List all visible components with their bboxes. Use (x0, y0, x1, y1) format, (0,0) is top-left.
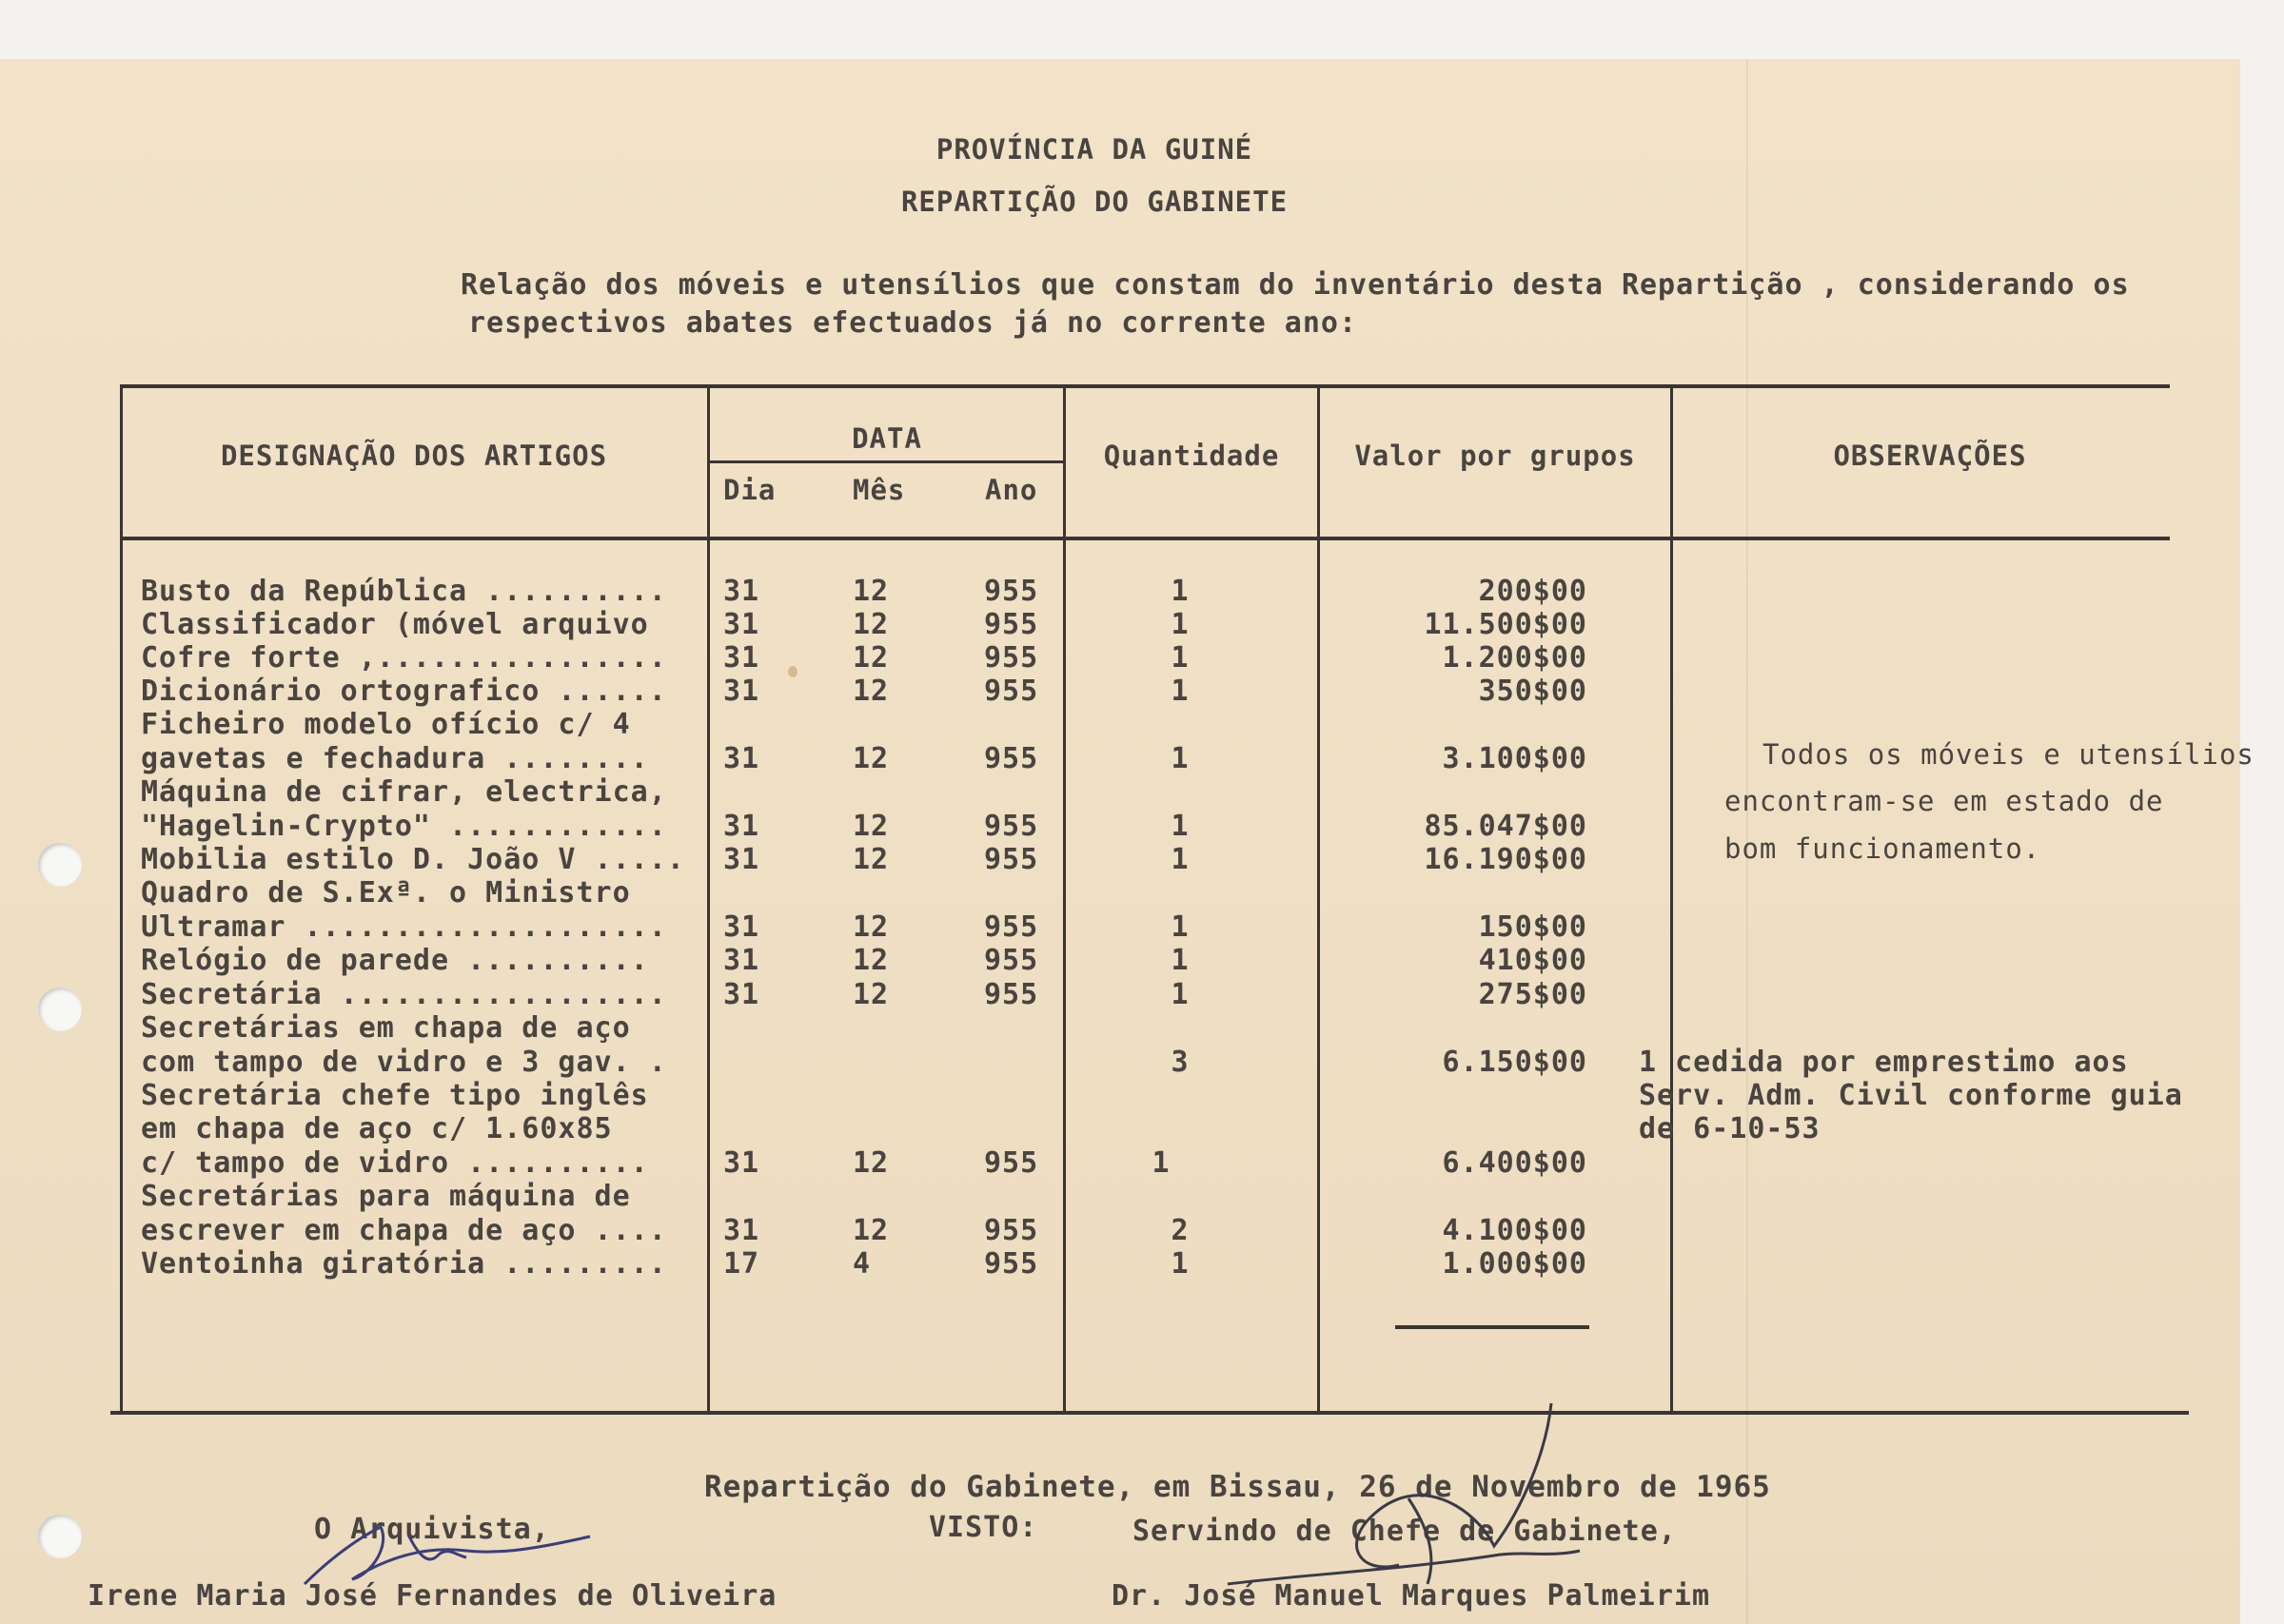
row-dia: 31 (723, 1214, 760, 1247)
row-quantidade: 2 (1171, 1214, 1190, 1247)
row-quantidade: 1 (1171, 910, 1190, 944)
row-dia: 31 (723, 810, 760, 843)
department-title: REPARTIÇÃO DO GABINETE (900, 186, 1289, 218)
row-mes: 12 (853, 910, 890, 944)
chief-role: Servindo de Chefe de Gabinete, (1132, 1515, 1677, 1548)
row-dia: 31 (723, 910, 760, 944)
punch-hole (38, 1515, 82, 1558)
header-ano: Ano (985, 474, 1038, 506)
row-dia: 31 (723, 944, 760, 977)
row-ano: 955 (984, 978, 1039, 1011)
row-ano: 955 (984, 575, 1039, 608)
table-row (0, 1247, 2240, 1281)
row-valor: 6.400$00 (1442, 1146, 1587, 1180)
row-dia: 31 (723, 742, 760, 775)
row-quantidade: 1 (1171, 810, 1190, 843)
row-description: Mobilia estilo D. João V ..... (141, 843, 685, 876)
row-dia: 31 (723, 978, 760, 1011)
row-quantidade: 1 (1171, 608, 1190, 641)
row-description: "Hagelin-Crypto" ............ (141, 810, 667, 843)
table-row (0, 910, 2240, 944)
row-valor: 3.100$00 (1442, 742, 1587, 775)
row-valor: 275$00 (1478, 978, 1587, 1011)
obs-secretarias-line: de 6-10-53 (1639, 1112, 1821, 1145)
table-row (0, 675, 2240, 708)
data-subheader-rule (710, 460, 1064, 463)
row-ano: 955 (984, 843, 1039, 876)
table-row (0, 1180, 2240, 1213)
row-quantidade: 1 (1171, 641, 1190, 675)
header-designacao: DESIGNAÇÃO DOS ARTIGOS (220, 440, 608, 472)
archivist-name: Irene Maria José Fernandes de Oliveira (88, 1579, 778, 1613)
table-row (0, 1214, 2240, 1247)
row-description: Busto da República .......... (141, 575, 667, 608)
row-description: com tampo de vidro e 3 gav. . (141, 1046, 667, 1079)
row-description: Ventoinha giratória ......... (141, 1247, 667, 1281)
place-date: Repartição do Gabinete, em Bissau, 26 de Novembro de 1965 (704, 1470, 1771, 1504)
row-valor: 16.190$00 (1424, 843, 1587, 876)
row-dia: 31 (723, 843, 760, 876)
table-row (0, 978, 2240, 1011)
row-mes: 12 (853, 641, 890, 675)
row-mes: 12 (853, 843, 890, 876)
row-mes: 12 (853, 675, 890, 708)
row-mes: 12 (853, 608, 890, 641)
row-ano: 955 (984, 675, 1039, 708)
chief-name: Dr. José Manuel Marques Palmeirim (1112, 1579, 1711, 1613)
header-dia: Dia (723, 474, 777, 506)
obs-general-line: bom funcionamento. (1724, 832, 2041, 865)
row-mes: 12 (853, 1214, 890, 1247)
row-quantidade: 1 (1152, 1146, 1171, 1180)
row-ano: 955 (984, 641, 1039, 675)
obs-secretarias-line: Serv. Adm. Civil conforme guia (1639, 1079, 2183, 1112)
province-title: PROVÍNCIA DA GUINÉ (935, 133, 1253, 166)
row-description: Secretárias para máquina de (141, 1180, 631, 1213)
row-valor: 6.150$00 (1442, 1046, 1587, 1079)
row-description: Dicionário ortografico ...... (141, 675, 667, 708)
row-dia: 31 (723, 1146, 760, 1180)
row-dia: 31 (723, 575, 760, 608)
row-valor: 200$00 (1478, 575, 1587, 608)
row-valor: 4.100$00 (1442, 1214, 1587, 1247)
row-description: Ultramar .................... (141, 910, 667, 944)
table-bottom-rule (110, 1411, 2189, 1415)
row-ano: 955 (984, 944, 1039, 977)
row-description: Cofre forte ,................ (141, 641, 667, 675)
obs-secretarias-line: 1 cedida por emprestimo aos (1639, 1046, 2129, 1079)
row-ano: 955 (984, 910, 1039, 944)
table-row (0, 1146, 2240, 1180)
row-quantidade: 3 (1171, 1046, 1190, 1079)
row-description: Ficheiro modelo ofício c/ 4 (141, 708, 631, 741)
row-valor: 350$00 (1478, 675, 1587, 708)
row-ano: 955 (984, 810, 1039, 843)
row-quantidade: 1 (1171, 575, 1190, 608)
row-dia: 31 (723, 608, 760, 641)
row-description: Máquina de cifrar, electrica, (141, 775, 667, 809)
row-valor: 410$00 (1478, 944, 1587, 977)
row-ano: 955 (984, 1247, 1039, 1281)
row-quantidade: 1 (1171, 843, 1190, 876)
header-data: DATA (852, 422, 922, 455)
row-mes: 12 (853, 1146, 890, 1180)
row-description: Classificador (móvel arquivo (141, 608, 649, 641)
row-valor: 11.500$00 (1424, 608, 1587, 641)
row-quantidade: 1 (1171, 1247, 1190, 1281)
row-valor: 85.047$00 (1424, 810, 1587, 843)
archivist-role: O Arquivista, (314, 1513, 550, 1546)
row-dia: 31 (723, 675, 760, 708)
row-description: Secretárias em chapa de aço (141, 1011, 631, 1045)
intro-line-1: Relação dos móveis e utensílios que constam do inventário desta Repartição , considerando os (461, 268, 2130, 302)
row-quantidade: 1 (1171, 675, 1190, 708)
obs-general-line: encontram-se em estado de (1724, 785, 2164, 817)
table-row (0, 608, 2240, 641)
paper-stain (788, 666, 797, 677)
visto-label: VISTO: (929, 1511, 1038, 1544)
row-mes: 12 (853, 978, 890, 1011)
header-observacoes: OBSERVAÇÕES (1833, 440, 2027, 472)
obs-general-line: Todos os móveis e utensílios (1762, 738, 2254, 771)
table-row (0, 575, 2240, 608)
row-ano: 955 (984, 1146, 1039, 1180)
row-description: Relógio de parede .......... (141, 944, 649, 977)
row-valor: 1.200$00 (1442, 641, 1587, 675)
row-mes: 12 (853, 575, 890, 608)
row-mes: 4 (853, 1247, 872, 1281)
table-row (0, 708, 2240, 741)
row-description: gavetas e fechadura ........ (141, 742, 649, 775)
row-ano: 955 (984, 742, 1039, 775)
row-quantidade: 1 (1171, 978, 1190, 1011)
intro-line-2: respectivos abates efectuados já no corrente ano: (468, 306, 1358, 340)
row-description: escrever em chapa de aço .... (141, 1214, 667, 1247)
table-row (0, 944, 2240, 977)
row-ano: 955 (984, 1214, 1039, 1247)
row-mes: 12 (853, 742, 890, 775)
header-mes: Mês (853, 474, 906, 506)
chief-signature (1190, 1394, 1589, 1603)
row-dia: 17 (723, 1247, 760, 1281)
total-underline (1395, 1325, 1589, 1329)
table-row (0, 876, 2240, 910)
header-quantidade: Quantidade (1103, 440, 1280, 472)
row-mes: 12 (853, 810, 890, 843)
row-quantidade: 1 (1171, 944, 1190, 977)
row-valor: 150$00 (1478, 910, 1587, 944)
row-mes: 12 (853, 944, 890, 977)
row-description: c/ tampo de vidro .......... (141, 1146, 649, 1180)
archivist-signature (276, 1498, 609, 1603)
table-row (0, 641, 2240, 675)
row-description: Secretária .................. (141, 978, 667, 1011)
row-description: Secretária chefe tipo inglês (141, 1079, 649, 1112)
row-valor: 1.000$00 (1442, 1247, 1587, 1281)
row-description: Quadro de S.Exª. o Ministro (141, 876, 631, 910)
row-dia: 31 (723, 641, 760, 675)
table-top-rule (120, 384, 2170, 388)
header-valor: Valor por grupos (1354, 440, 1636, 472)
table-row (0, 1112, 2240, 1145)
table-row (0, 1011, 2240, 1045)
row-description: em chapa de aço c/ 1.60x85 (141, 1112, 613, 1145)
table-header-rule (120, 537, 2170, 540)
row-quantidade: 1 (1171, 742, 1190, 775)
row-ano: 955 (984, 608, 1039, 641)
